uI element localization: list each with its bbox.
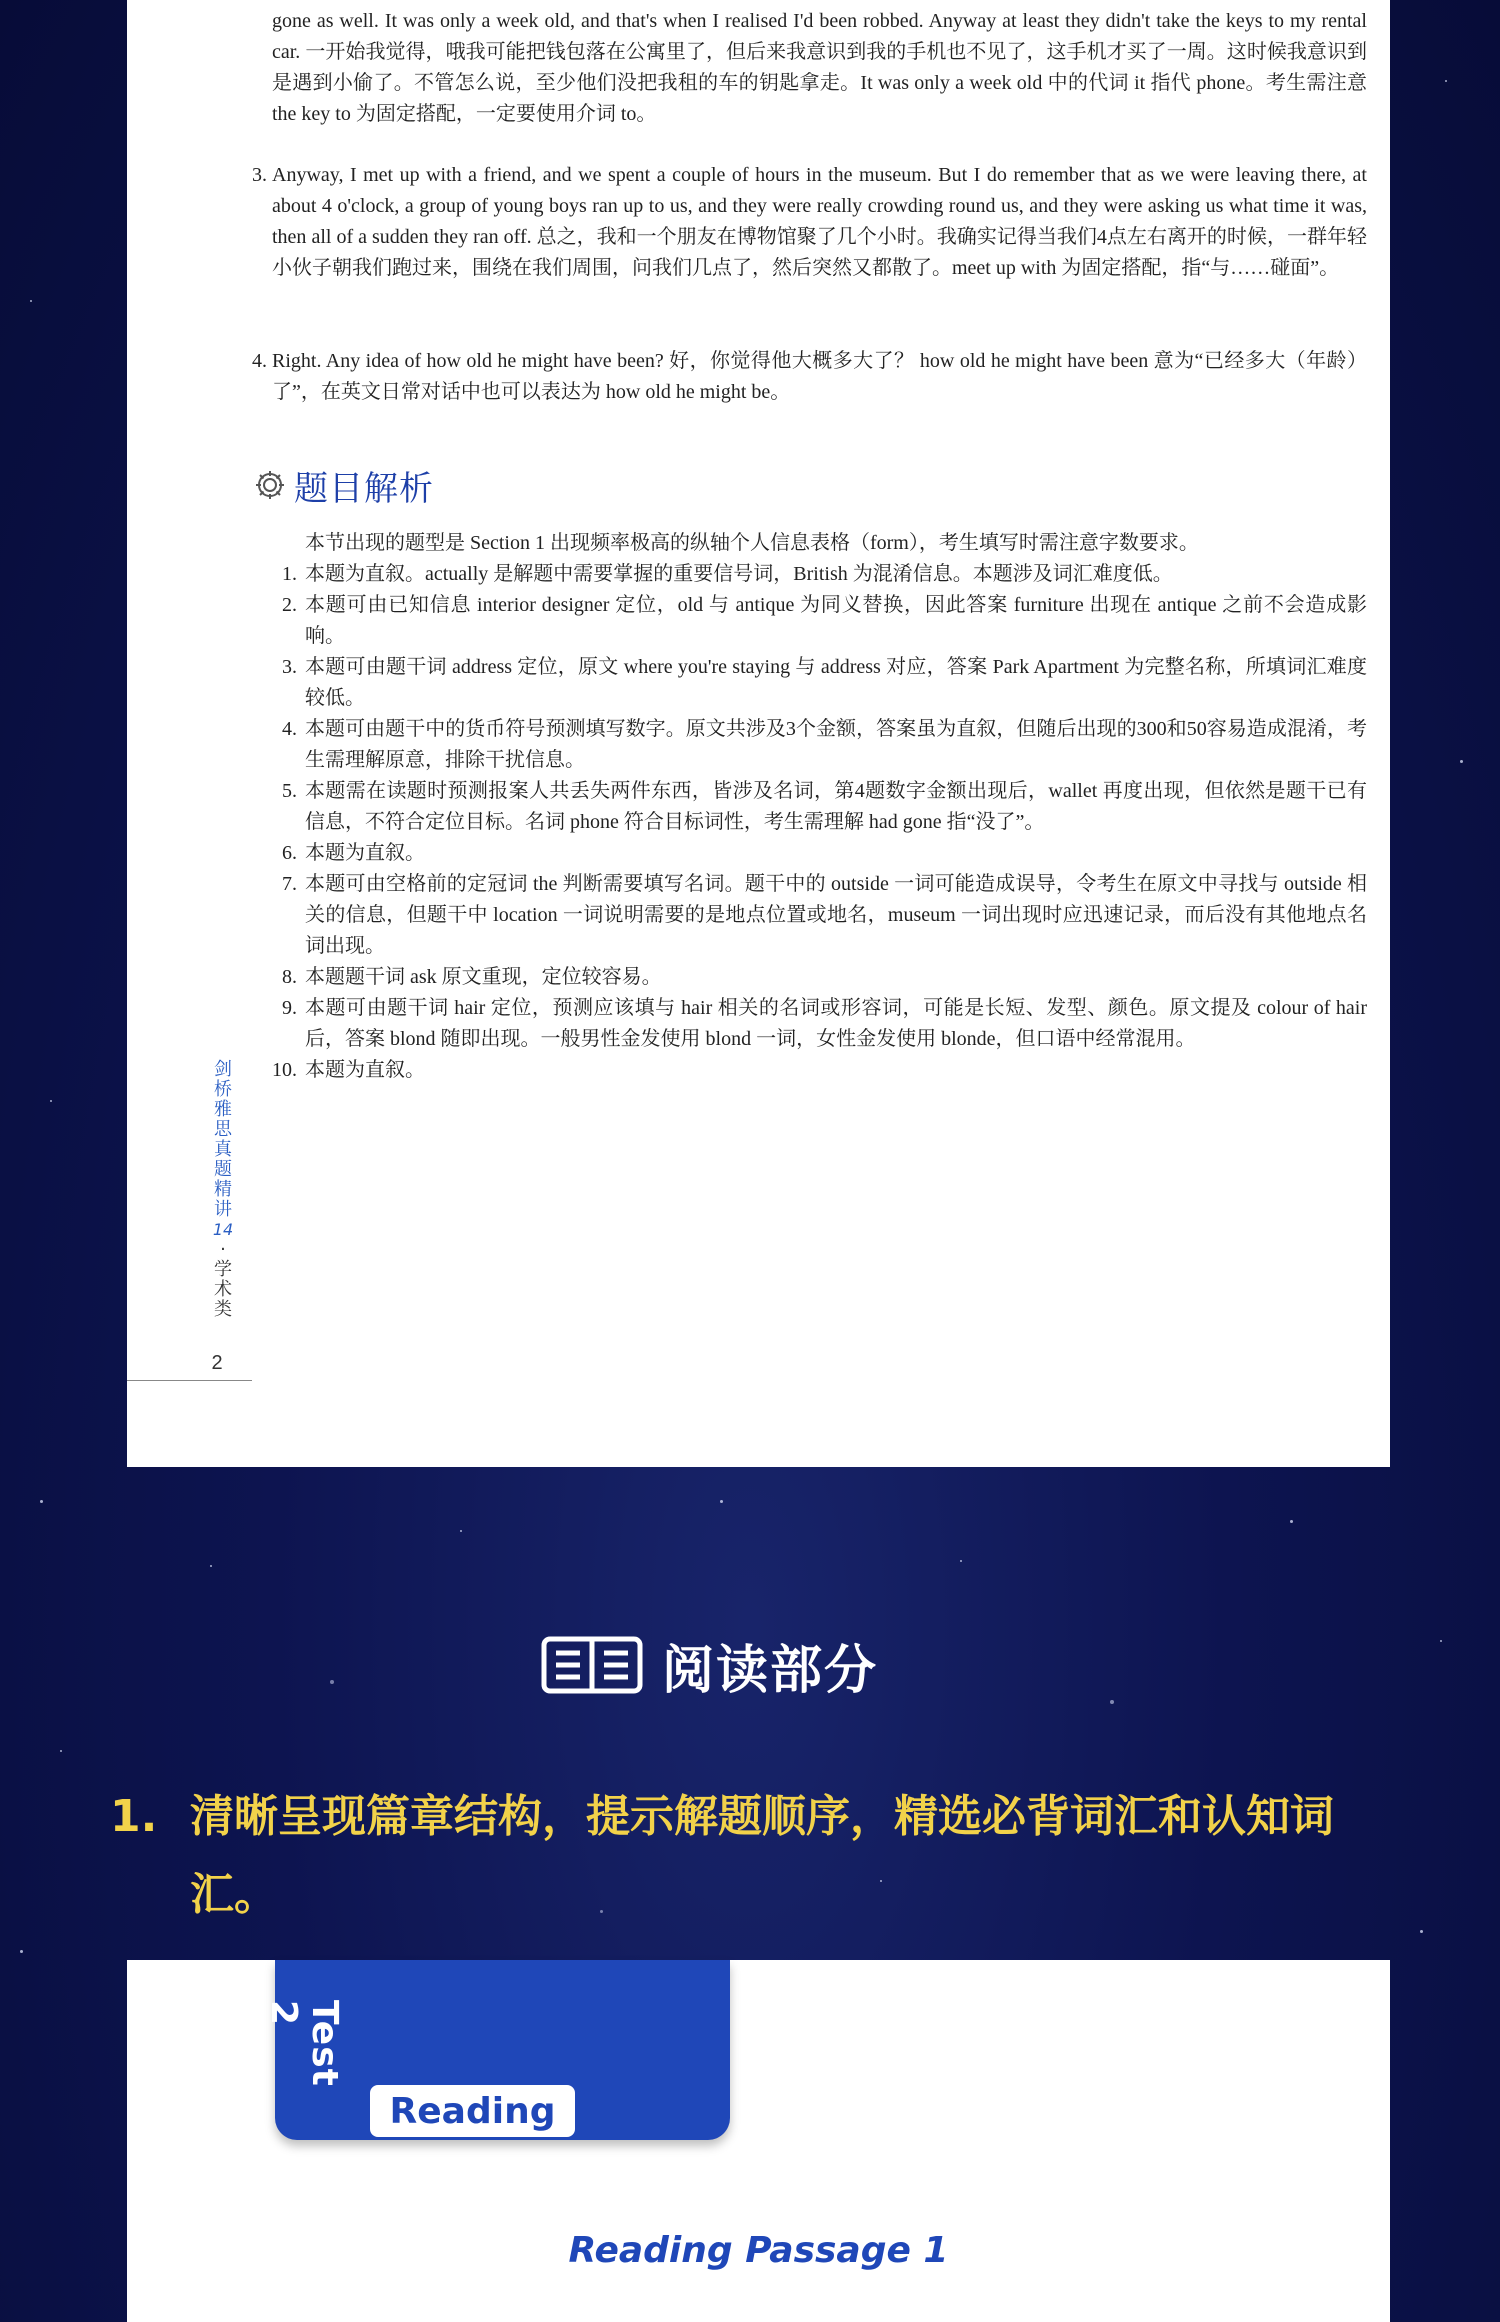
analysis-number: 4. [282, 718, 297, 740]
analysis-text: 本题为直叙。 [305, 842, 425, 864]
analysis-number: 5. [282, 780, 297, 802]
side-tab-char: 思 [214, 1119, 232, 1140]
analysis-list [272, 559, 1367, 1086]
side-tab-char: 桥 [214, 1079, 232, 1100]
analysis-number: 1. [282, 563, 297, 585]
side-tab-char: 14 [212, 1220, 234, 1239]
analysis-item [282, 776, 1367, 838]
passage-title: Reading Passage 1 [568, 2230, 949, 2271]
analysis-title: 题目解析 [294, 468, 434, 509]
analysis-item [282, 962, 1367, 993]
test-tab [263, 1960, 730, 2140]
analysis-text: 本题可由已知信息 interior designer 定位，old 与 antique 为同义替换，因此答案 furniture 出现在 antique 之前不会造成影响。 [305, 594, 1367, 647]
analysis-item [282, 714, 1367, 776]
analysis-text: 本题为直叙。actually 是解题中需要掌握的重要信号词，British 为混淆信息。本题涉及词汇难度低。 [305, 563, 1173, 585]
analysis-item [282, 590, 1367, 652]
note-item-3 [252, 160, 1367, 284]
book-page-listening [127, 0, 1390, 1467]
analysis-number: 10. [272, 1059, 297, 1081]
side-tab-char: 学 [214, 1259, 232, 1280]
note-item-2-cont [272, 6, 1367, 130]
test-label: Test 2 [263, 2000, 345, 2087]
gear-icon [252, 467, 288, 503]
analysis-text: 本题可由题干词 address 定位，原文 where you're staying 与 address 对应，答案 Park Apartment 为完整名称，所填词汇难度较低。 [305, 656, 1367, 709]
analysis-text: 本题可由空格前的定冠词 the 判断需要填写名词。题干中的 outside 一词可能造成误导，令考生在原文中寻找与 outside 相关的信息，但题干中 location 一词说明需要的是地点位置或地名，museum 一词出现时应迅速记录，而后没有其他地点名词出现。 [305, 873, 1367, 957]
page-number: 2 [211, 1352, 223, 1374]
analysis-text: 本题题干词 ask 原文重现，定位较容易。 [305, 966, 662, 988]
side-tab-char: 剑 [214, 1059, 232, 1080]
page-number-rule [127, 1380, 252, 1381]
side-tab-char: 术 [214, 1279, 232, 1300]
feature-text: 清晰呈现篇章结构，提示解题顺序，精选必背词汇和认知词汇。 [190, 1791, 1334, 1920]
note-text: Anyway, I met up with a friend, and we spent a couple of hours in the museum. But I do remember that as we were leaving there, at about 4 o'clock, a group of young boys ran up to us, and they were really crowding round us, and they were asking us what time it was, then all of a sudden they ran off. 总之，我和一个朋友在博物馆聚了几个小时。我确实记得当我们4点左右离开的时候，一群年轻小伙子朝我们跑过来，围绕在我们周围，问我们几点了，然后突然又都散了。meet up with 为固定搭配，指“与……碰面”。 [272, 164, 1367, 279]
side-tab-char: 题 [214, 1159, 232, 1180]
side-tab-char: · [220, 1239, 226, 1260]
feature-point-1 [110, 1778, 1400, 1934]
book-series-side-tab [203, 1060, 243, 1320]
side-tab-char: 讲 [214, 1199, 232, 1220]
analysis-text: 本题需在读题时预测报案人共丢失两件东西，皆涉及名词，第4题数字金额出现后，wallet 再度出现，但依然是题干已有信息，不符合定位目标。名词 phone 符合目标词性，考生需理解 had gone 指“没了”。 [305, 780, 1367, 833]
feature-number: 1. [110, 1791, 158, 1842]
book-page-reading [127, 1960, 1390, 2322]
reading-section-title: 阅读部分 [662, 1640, 879, 1701]
side-tab-char: 雅 [214, 1099, 232, 1120]
analysis-number: 6. [282, 842, 297, 864]
side-tab-char: 精 [214, 1179, 232, 1200]
analysis-text: 本题可由题干词 hair 定位，预测应该填与 hair 相关的名词或形容词，可能是长短、发型、颜色。原文提及 colour of hair 后，答案 blond 随即出现。一般男性金发使用 blond 一词，女性金发使用 blonde，但口语中经常混用。 [305, 997, 1367, 1050]
note-number: 3. [252, 164, 267, 186]
analysis-text: 本题为直叙。 [305, 1059, 425, 1081]
analysis-number: 8. [282, 966, 297, 988]
analysis-item [282, 869, 1367, 962]
note-text: Right. Any idea of how old he might have been? 好，你觉得他大概多大了？ how old he might have been 意为“已经多大（年龄）了”，在英文日常对话中也可以表达为 how old he might be。 [272, 350, 1367, 403]
analysis-number: 3. [282, 656, 297, 678]
analysis-number: 7. [282, 873, 297, 895]
reading-label: Reading [370, 2085, 575, 2137]
analysis-item [282, 559, 1367, 590]
side-tab-char: 类 [214, 1299, 232, 1320]
analysis-item [282, 652, 1367, 714]
analysis-item [282, 993, 1367, 1055]
analysis-number: 9. [282, 997, 297, 1019]
analysis-item [282, 838, 1367, 869]
analysis-number: 2. [282, 594, 297, 616]
analysis-text: 本题可由题干中的货币符号预测填写数字。原文共涉及3个金额，答案虽为直叙，但随后出现的300和50容易造成混淆，考生需理解原意，排除干扰信息。 [305, 718, 1367, 771]
note-item-4 [252, 346, 1367, 408]
note-number: 4. [252, 350, 267, 372]
analysis-item [272, 1055, 1367, 1086]
analysis-heading [252, 460, 434, 510]
note-text: gone as well. It was only a week old, and that's when I realised I'd been robbed. Anyway at least they didn't take the keys to my rental car. 一开始我觉得，哦我可能把钱包落在公寓里了，但后来我意识到我的手机也不见了，这手机才买了一周。这时候我意识到是遇到小偷了。不管怎么说，至少他们没把我租的车的钥匙拿走。It was only a week old 中的代词 it 指代 phone。考生需注意 the key to 为固定搭配，一定要使用介词 to。 [272, 10, 1367, 125]
book-icon [540, 1633, 644, 1697]
side-tab-char: 真 [214, 1139, 232, 1160]
reading-section-heading [540, 1630, 878, 1700]
analysis-intro: 本节出现的题型是 Section 1 出现频率极高的纵轴个人信息表格（form），考生填写时需注意字数要求。 [305, 532, 1199, 554]
